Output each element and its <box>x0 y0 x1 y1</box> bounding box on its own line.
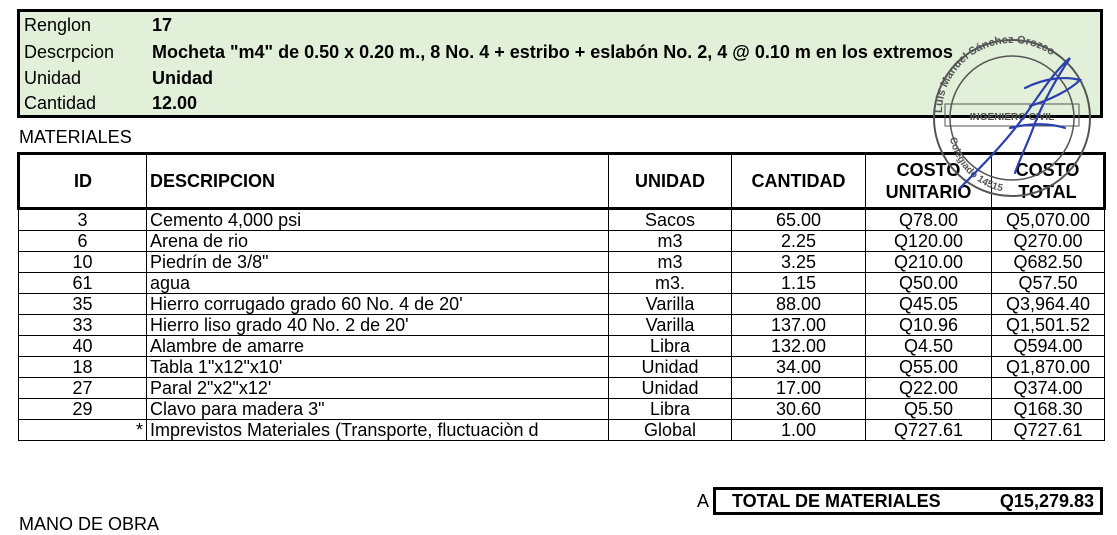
cell-costo-unitario: Q4.50 <box>866 336 992 357</box>
cell-unidad: Libra <box>609 399 732 420</box>
cell-cantidad: 1.00 <box>732 420 866 441</box>
cell-costo-unitario: Q55.00 <box>866 357 992 378</box>
cell-costo-total: Q374.00 <box>992 378 1105 399</box>
col-header-id: ID <box>19 154 147 209</box>
cell-cantidad: 1.15 <box>732 273 866 294</box>
cell-costo-unitario: Q5.50 <box>866 399 992 420</box>
cell-unidad: m3. <box>609 273 732 294</box>
total-materiales-label: TOTAL DE MATERIALES <box>732 491 941 511</box>
cell-costo-total: Q682.50 <box>992 252 1105 273</box>
cell-unidad: Libra <box>609 336 732 357</box>
table-row <box>19 357 1105 378</box>
cell-id: 10 <box>19 252 147 273</box>
materiales-title: MATERIALES <box>19 127 132 147</box>
cell-cantidad: 88.00 <box>732 294 866 315</box>
col-header-costo-unitario: COSTO UNITARIO <box>866 154 992 209</box>
total-materiales-value: Q15,279.83 <box>999 491 1094 511</box>
cantidad-value: 12.00 <box>152 93 198 113</box>
descripcion-label: Descrpcion <box>24 42 115 62</box>
cell-descripcion: Arena de rio <box>147 231 609 252</box>
cell-cantidad: 132.00 <box>732 336 866 357</box>
cell-costo-total: Q57.50 <box>992 273 1105 294</box>
cell-descripcion: Paral 2"x2"x12' <box>147 378 609 399</box>
stamp-bottom-text: Colegiado 14515 <box>946 136 1004 195</box>
cell-costo-total: Q5,070.00 <box>992 209 1105 231</box>
cell-descripcion: Cemento 4,000 psi <box>147 209 609 231</box>
cell-id: * <box>19 420 147 441</box>
cell-cantidad: 30.60 <box>732 399 866 420</box>
cell-unidad: Sacos <box>609 209 732 231</box>
cell-id: 6 <box>19 231 147 252</box>
header-block <box>17 9 1103 118</box>
cell-unidad: Global <box>609 420 732 441</box>
cantidad-label: Cantidad <box>24 93 97 113</box>
cell-costo-total: Q594.00 <box>992 336 1105 357</box>
table-row <box>19 209 1105 231</box>
cell-costo-unitario: Q22.00 <box>866 378 992 399</box>
cell-cantidad: 137.00 <box>732 315 866 336</box>
total-marker: A <box>697 491 710 511</box>
cell-costo-total: Q1,870.00 <box>992 357 1105 378</box>
total-materiales-box <box>713 487 1103 515</box>
materials-table <box>17 152 1106 441</box>
stamp-top-text: Luis Manuel Sánchez Orozco <box>932 33 1057 114</box>
cell-costo-total: Q727.61 <box>992 420 1105 441</box>
cell-costo-total: Q1,501.52 <box>992 315 1105 336</box>
col-header-costo-total: COSTO TOTAL <box>992 154 1105 209</box>
stamp-middle-text: INGENIERO CIVIL <box>969 112 1055 123</box>
descripcion-value: Mocheta "m4" de 0.50 x 0.20 m., 8 No. 4 + estribo + eslabón No. 2, 4 @ 0.10 m en los extremos <box>152 42 953 62</box>
cell-id: 18 <box>19 357 147 378</box>
unidad-value: Unidad <box>152 68 213 88</box>
cell-id: 35 <box>19 294 147 315</box>
cell-unidad: Varilla <box>609 294 732 315</box>
cell-unidad: Varilla <box>609 315 732 336</box>
cell-id: 29 <box>19 399 147 420</box>
cell-id: 40 <box>19 336 147 357</box>
cell-descripcion: Alambre de amarre <box>147 336 609 357</box>
cell-id: 61 <box>19 273 147 294</box>
col-header-unidad: UNIDAD <box>609 154 732 209</box>
cell-costo-total: Q3,964.40 <box>992 294 1105 315</box>
cell-cantidad: 34.00 <box>732 357 866 378</box>
unidad-label: Unidad <box>24 68 82 88</box>
cell-descripcion: Hierro corrugado grado 60 No. 4 de 20' <box>147 294 609 315</box>
cell-unidad: Unidad <box>609 378 732 399</box>
table-row <box>19 252 1105 273</box>
cell-costo-unitario: Q120.00 <box>866 231 992 252</box>
col-header-descripcion: DESCRIPCION <box>147 154 609 209</box>
renglon-value: 17 <box>152 15 173 35</box>
cell-costo-unitario: Q210.00 <box>866 252 992 273</box>
cell-cantidad: 2.25 <box>732 231 866 252</box>
table-row <box>19 336 1105 357</box>
table-row <box>19 378 1105 399</box>
cell-unidad: m3 <box>609 231 732 252</box>
table-row <box>19 420 1105 441</box>
cell-costo-total: Q270.00 <box>992 231 1105 252</box>
table-row <box>19 273 1105 294</box>
cell-descripcion: Clavo para madera 3" <box>147 399 609 420</box>
cell-id: 27 <box>19 378 147 399</box>
cell-costo-unitario: Q727.61 <box>866 420 992 441</box>
cell-descripcion: agua <box>147 273 609 294</box>
cell-id: 3 <box>19 209 147 231</box>
cell-costo-total: Q168.30 <box>992 399 1105 420</box>
cell-unidad: Unidad <box>609 357 732 378</box>
cell-descripcion: Hierro liso grado 40 No. 2 de 20' <box>147 315 609 336</box>
cell-costo-unitario: Q10.96 <box>866 315 992 336</box>
cell-cantidad: 17.00 <box>732 378 866 399</box>
cell-cantidad: 65.00 <box>732 209 866 231</box>
cell-costo-unitario: Q45.05 <box>866 294 992 315</box>
table-row <box>19 315 1105 336</box>
table-row <box>19 231 1105 252</box>
renglon-label: Renglon <box>24 15 92 35</box>
table-row <box>19 294 1105 315</box>
cell-costo-unitario: Q78.00 <box>866 209 992 231</box>
cell-descripcion: Tabla 1"x12"x10' <box>147 357 609 378</box>
cell-id: 33 <box>19 315 147 336</box>
cell-costo-unitario: Q50.00 <box>866 273 992 294</box>
col-header-cantidad: CANTIDAD <box>732 154 866 209</box>
cell-cantidad: 3.25 <box>732 252 866 273</box>
table-row <box>19 399 1105 420</box>
table-header-row <box>19 154 1105 209</box>
cell-unidad: m3 <box>609 252 732 273</box>
cell-descripcion: Imprevistos Materiales (Transporte, fluctuaciòn d <box>147 420 609 441</box>
mano-de-obra-title: MANO DE OBRA <box>19 514 160 534</box>
cell-descripcion: Piedrín de 3/8" <box>147 252 609 273</box>
